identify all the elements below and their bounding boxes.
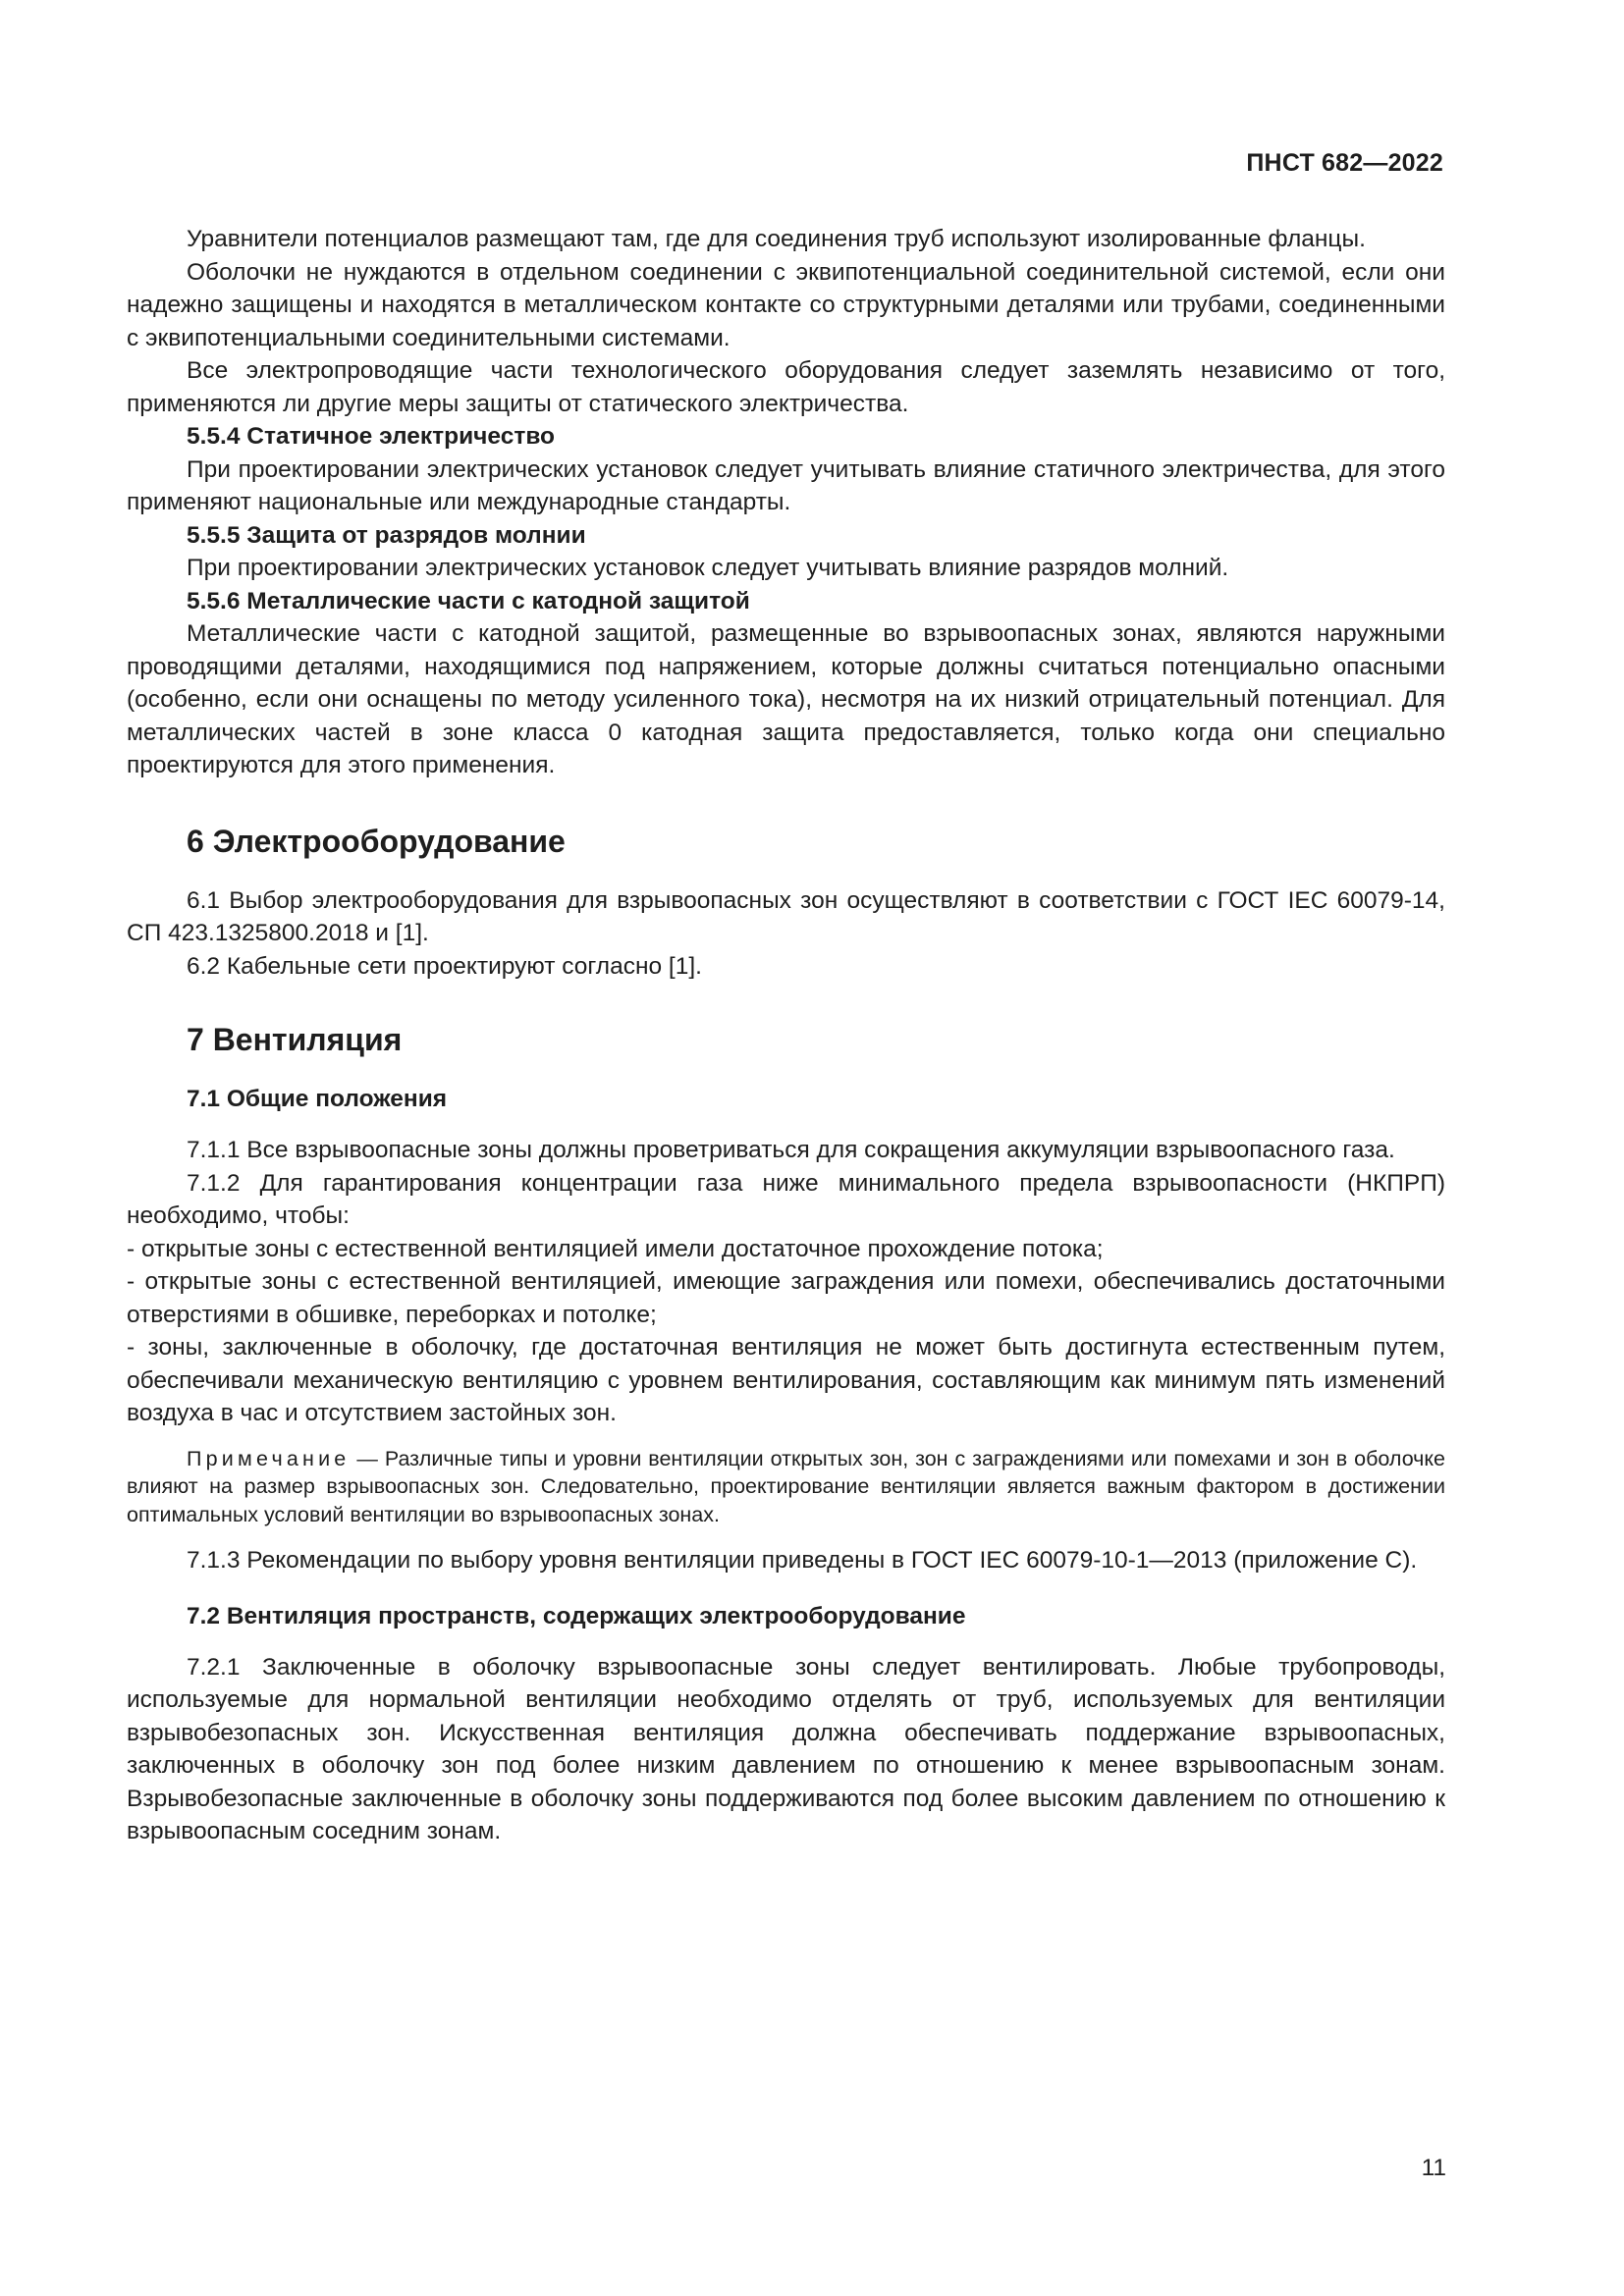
- section-heading-7: 7 Вентиляция: [187, 1022, 403, 1057]
- subsection-heading-7-2: 7.2 Вентиляция пространств, содержащих электрооборудование: [187, 1602, 966, 1629]
- note-text: — Различные типы и уровни вентиляции открытых зон, зон с заграждениями или помехами и зон в оболочке влияют на размер взрывоопасных зон. Следовательно, проектирование вентиляции является важным фактором в достижении оптимальных условий вентиляции во взрывоопасных зонах.: [127, 1446, 1445, 1526]
- paragraph: При проектировании электрических установок следует учитывать влияние разрядов молний.: [187, 555, 1229, 581]
- subsection-title-5-5-6: 5.5.6 Металлические части с катодной защитой: [187, 587, 750, 614]
- note: [127, 1445, 1445, 1529]
- paragraph: Оболочки не нуждаются в отдельном соединении с эквипотенциальной соединительной системой, если они надежно защищены и находятся в металлическом контакте со структурными деталями или трубами, соединенными с эквипотенциальными соединительными системами.: [127, 258, 1445, 351]
- paragraph: Все электропроводящие части технологического оборудования следует заземлять независимо от того, применяются ли другие меры защиты от статического электричества.: [127, 357, 1445, 417]
- page-content: [127, 223, 1445, 1848]
- paragraph: 7.1.2 Для гарантирования концентрации газа ниже минимального предела взрывоопасности (НКПРП) необходимо, чтобы:: [127, 1169, 1445, 1229]
- list-item: - зоны, заключенные в оболочку, где достаточная вентиляция не может быть достигнута естественным путем, обеспечивали механическую вентиляцию с уровнем вентилирования, составляющим как минимум пять изменений воздуха в час и отсутствием застойных зон.: [127, 1334, 1445, 1426]
- paragraph: 6.2 Кабельные сети проектируют согласно [1].: [187, 952, 702, 980]
- subsection-title-5-5-5: 5.5.5 Защита от разрядов молнии: [187, 521, 586, 549]
- paragraph: 7.1.3 Рекомендации по выбору уровня вентиляции приведены в ГОСТ IEC 60079-10-1—2013 (приложение С).: [187, 1547, 1418, 1574]
- paragraph: Уравнители потенциалов размещают там, где для соединения труб используют изолированные фланцы.: [187, 226, 1366, 252]
- note-label: Примечание: [187, 1446, 351, 1470]
- paragraph: 7.2.1 Заключенные в оболочку взрывоопасные зоны следует вентилировать. Любые трубопроводы, используемые для нормальной вентиляции необходимо отделять от труб, используемых для вентиляции взрывобезопасных зон. Искусственная вентиляция должна обеспечивать поддержание взрывоопасных, заключенных в оболочку зон под более низким давлением по отношению к менее взрывоопасным зонам. Взрывобезопасные заключенные в оболочку зоны поддерживаются под более высоким давлением по отношению к взрывоопасным соседним зонам.: [127, 1653, 1445, 1844]
- list-item: - открытые зоны с естественной вентиляцией имели достаточное прохождение потока;: [127, 1235, 1104, 1262]
- paragraph: Металлические части с катодной защитой, размещенные во взрывоопасных зонах, являются наружными проводящими деталями, находящимися под напряжением, которые должны считаться потенциально опасными (особенно, если они оснащены по методу усиленного тока), несмотря на их низкий отрицательный потенциал. Для металлических частей в зоне класса 0 катодная защита предоставляется, только когда они специально проектируются для этого применения.: [127, 620, 1445, 778]
- paragraph: 6.1 Выбор электрооборудования для взрывоопасных зон осуществляют в соответствии с ГОСТ IEC 60079-14, СП 423.1325800.2018 и [1].: [127, 886, 1445, 946]
- paragraph: 7.1.1 Все взрывоопасные зоны должны проветриваться для сокращения аккумуляции взрывоопасного газа.: [187, 1137, 1395, 1163]
- page-number: 11: [1421, 2155, 1446, 2181]
- paragraph: При проектировании электрических установок следует учитывать влияние статичного электричества, для этого применяют национальные или международные стандарты.: [127, 455, 1445, 515]
- section-heading-6: 6 Электрооборудование: [187, 823, 566, 859]
- list-item: - открытые зоны с естественной вентиляцией, имеющие заграждения или помехи, обеспечивались достаточными отверстиями в обшивке, переборках и потолке;: [127, 1268, 1445, 1328]
- subsection-title-5-5-4: 5.5.4 Статичное электричество: [187, 423, 556, 450]
- document-code: ПНСТ 682—2022: [1246, 149, 1443, 177]
- subsection-heading-7-1: 7.1 Общие положения: [187, 1086, 448, 1112]
